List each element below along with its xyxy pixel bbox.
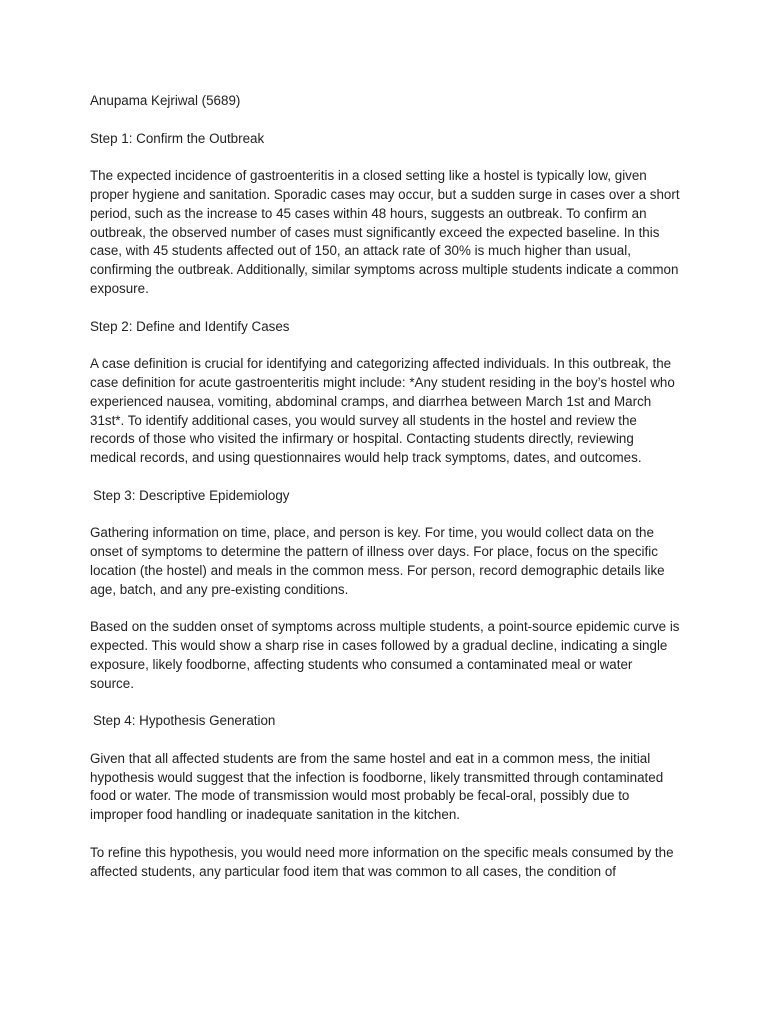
step4-heading: Step 4: Hypothesis Generation: [93, 713, 276, 729]
step3-heading: Step 3: Descriptive Epidemiology: [93, 487, 290, 503]
step1-heading: Step 1: Confirm the Outbreak: [90, 130, 265, 146]
author-line: Anupama Kejriwal (5689): [90, 93, 241, 108]
step2-heading: Step 2: Define and Identify Cases: [90, 318, 290, 334]
step1-paragraph-1: The expected incidence of gastroenteritis in a closed setting like a hostel is typically low, given proper hygiene and sanitation. Sporadic cases may occur, but a sudden surge in cases over a short period, such as the increase to 45 cases within 48 hours, suggests an outbreak. To confirm an outbreak, the observed number of cases must significantly exceed the expected baseline. In this case, with 45 students affected out of 150, an attack rate of 30% is much higher than usual, confirming the outbreak. Additionally, similar symptoms across multiple students indicate a common exposure.: [90, 168, 680, 296]
document-body: [90, 92, 680, 900]
step2-paragraph-1: A case definition is crucial for identifying and categorizing affected individuals. In this outbreak, the case definition for acute gastroenteritis might include: *Any student residing in the boy’s hostel who experienced nausea, vomiting, abdominal cramps, and diarrhea between March 1st and March 31st*. To identify additional cases, you would survey all students in the hostel and review the records of those who visited the infirmary or hospital. Contacting students directly, reviewing medical records, and using questionnaires would help track symptoms, dates, and outcomes.: [90, 356, 675, 466]
step3-paragraph-2: Based on the sudden onset of symptoms across multiple students, a point-source epidemic curve is expected. This would show a sharp rise in cases followed by a gradual decline, indicating a single exposure, likely foodborne, affecting students who consumed a contaminated meal or water source.: [90, 619, 680, 691]
step3-paragraph-1: Gathering information on time, place, and person is key. For time, you would collect data on the onset of symptoms to determine the pattern of illness over days. For place, focus on the specific location (the hostel) and meals in the common mess. For person, record demographic details like age, batch, and any pre-existing conditions.: [90, 525, 665, 597]
step4-paragraph-1: Given that all affected students are from the same hostel and eat in a common mess, the initial hypothesis would suggest that the infection is foodborne, likely transmitted through contaminated food or water. The mode of transmission would most probably be fecal-oral, possibly due to improper food handling or inadequate sanitation in the kitchen.: [90, 750, 664, 823]
step4-paragraph-2: To refine this hypothesis, you would need more information on the specific meals consumed by the affected students, any particular food item that was common to all cases, the condition of: [90, 844, 674, 879]
